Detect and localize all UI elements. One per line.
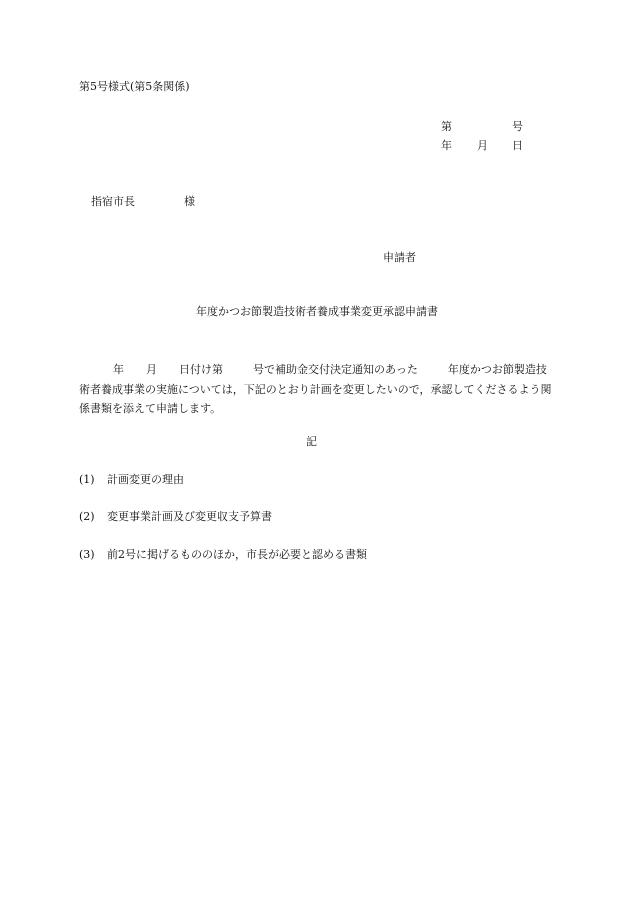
list-item-number: (2)	[79, 510, 95, 523]
document-title: 年度かつお節製造技術者養成事業変更承認申請書	[196, 305, 438, 318]
body-month: 月	[146, 363, 157, 376]
list-item-text: 前2号に掲げるもののほか，市長が必要と認める書類	[107, 548, 367, 561]
applicant-label: 申請者	[383, 251, 416, 264]
list-item	[79, 510, 272, 524]
list-item-text: 変更事業計画及び変更収支予算書	[107, 510, 272, 523]
date-year-label: 年	[441, 139, 452, 152]
list-item	[79, 473, 184, 487]
list-item-text: 計画変更の理由	[107, 473, 184, 486]
body-dated-no: 日付け第	[179, 363, 223, 376]
addressee-honorific: 様	[184, 195, 195, 208]
document-number-label: 第	[441, 120, 452, 133]
date-day-label: 日	[512, 139, 523, 152]
application-body-text	[79, 360, 555, 419]
list-item-number: (3)	[79, 548, 95, 561]
body-year: 年	[113, 363, 124, 376]
document-number-unit: 号	[512, 120, 523, 133]
body-notice: 号で補助金交付決定通知のあった	[253, 363, 418, 376]
list-item-number: (1)	[79, 473, 95, 486]
date-month-label: 月	[477, 139, 488, 152]
list-item	[79, 548, 367, 562]
ki-heading: 記	[306, 435, 317, 448]
form-number-label: 第5号様式(第5条関係)	[79, 80, 190, 93]
body-rest: 年度かつお節製造技術者養成事業の実施については，下記のとおり計画を変更したいので，承認してくださるよう関係書類を添えて申請します。	[79, 363, 552, 415]
addressee-name: 指宿市長	[91, 195, 135, 208]
